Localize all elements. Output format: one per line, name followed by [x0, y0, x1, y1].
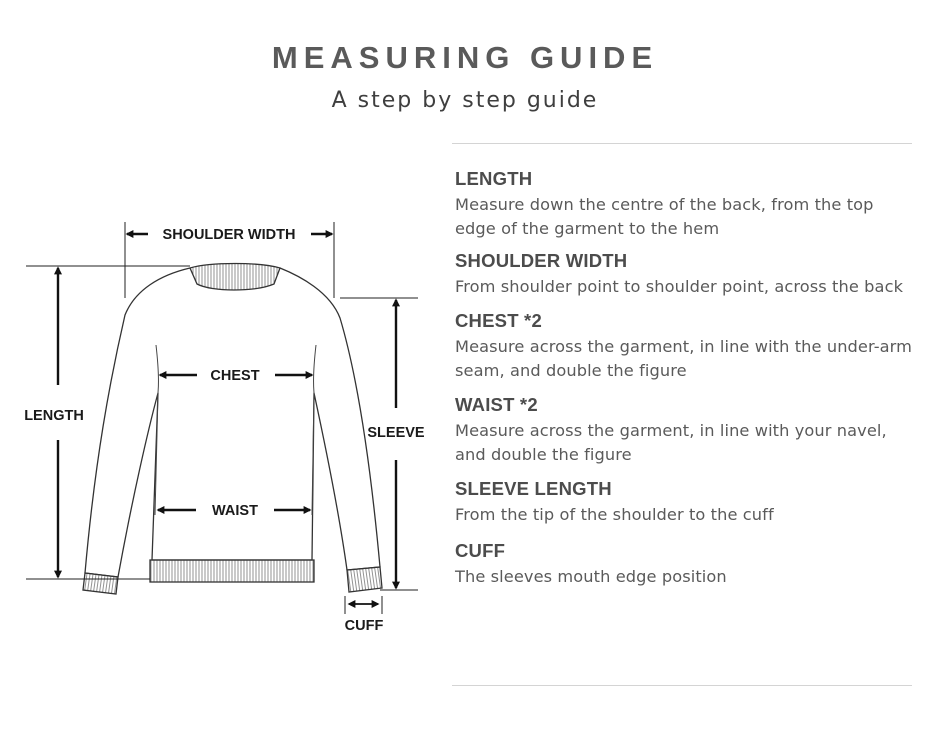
label-waist: WAIST — [212, 503, 258, 519]
section-heading: LENGTH — [455, 168, 533, 189]
right-cuff — [347, 567, 382, 592]
left-cuff — [83, 573, 118, 594]
label-sleeve: SLEEVE — [367, 425, 425, 441]
section-heading: SHOULDER WIDTH — [455, 250, 628, 271]
section-heading: CUFF — [455, 540, 506, 561]
page-title: MEASURING GUIDE — [271, 40, 659, 75]
sweater-measurement-diagram — [0, 0, 450, 739]
section-text: Measure across the garment, in line with your navel, and double the figure — [455, 421, 887, 464]
label-length: LENGTH — [24, 408, 84, 424]
section-heading: WAIST *2 — [455, 394, 538, 415]
section-text: Measure across the garment, in line with the under-arm seam, and double the figure — [455, 337, 913, 380]
neck-rib — [190, 264, 280, 291]
top-divider — [452, 143, 912, 144]
section-length — [455, 165, 915, 241]
section-text: Measure down the centre of the back, from the top edge of the garment to the hem — [455, 195, 874, 238]
section-waist — [455, 391, 915, 467]
section-text: From shoulder point to shoulder point, across the back — [455, 277, 904, 296]
section-heading: SLEEVE LENGTH — [455, 478, 612, 499]
page-subtitle: A step by step guide — [331, 88, 599, 113]
section-cuff — [455, 537, 915, 589]
label-chest: CHEST — [210, 368, 260, 384]
section-chest — [455, 307, 915, 383]
section-heading: CHEST *2 — [455, 310, 542, 331]
hem-rib — [150, 560, 314, 582]
section-text: The sleeves mouth edge position — [455, 567, 727, 586]
measurement-instructions — [455, 165, 915, 589]
section-sleeve-length — [455, 475, 915, 527]
side-seam-left — [155, 345, 159, 515]
label-cuff: CUFF — [344, 618, 384, 634]
label-shoulder-width: SHOULDER WIDTH — [162, 227, 296, 243]
sweater-outline — [85, 268, 380, 577]
section-text: From the tip of the shoulder to the cuff — [455, 505, 774, 524]
section-shoulder-width — [455, 247, 915, 299]
bottom-divider — [452, 685, 912, 686]
